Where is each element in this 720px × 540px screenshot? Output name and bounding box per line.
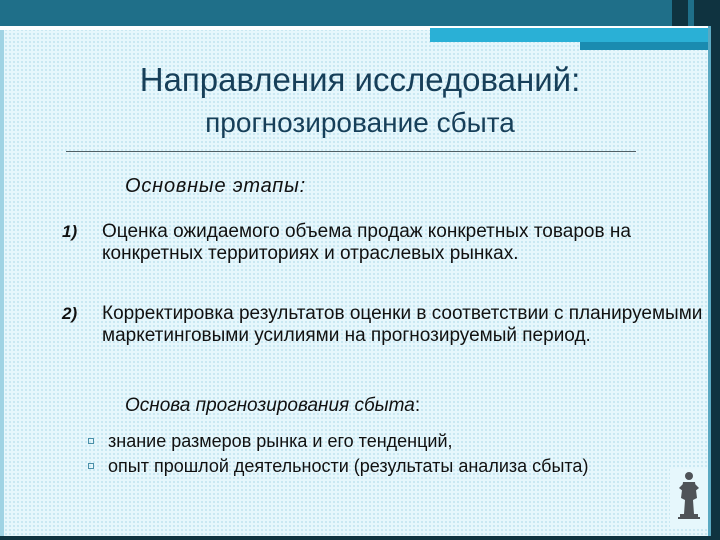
bullet-item	[86, 429, 706, 454]
right-decor-bar	[711, 26, 720, 540]
top-decor-corner	[694, 0, 720, 26]
stage-item	[62, 221, 712, 265]
bullet-item	[86, 454, 706, 479]
title-divider	[66, 151, 636, 152]
stages-heading: Основные этапы:	[125, 175, 306, 197]
university-logo	[670, 468, 708, 528]
forecast-basis-label: Основа прогнозирования сбыта	[125, 395, 415, 416]
top-decor-bar	[0, 0, 720, 26]
left-decor-bar	[0, 30, 4, 540]
bottom-decor-bar	[0, 536, 711, 540]
slide-subtitle: прогнозирование сбыта	[205, 107, 515, 138]
stage-text: Корректировка результатов оценки в соответствии с планируемыми маркетинговыми усилиями на прогнозируемый период.	[102, 303, 703, 346]
top-decor-block	[672, 0, 688, 26]
stage-number: 2)	[62, 304, 78, 323]
stage-item	[62, 303, 712, 347]
top-accent-strip	[430, 28, 720, 42]
forecast-basis-colon: :	[414, 395, 421, 416]
bullet-text: опыт прошлой деятельности (результаты анализа сбыта)	[108, 456, 589, 476]
square-bullet-icon	[88, 463, 94, 469]
bullet-text: знание размеров рынка и его тенденций,	[108, 431, 453, 451]
forecast-basis-heading	[125, 395, 420, 417]
top-accent-strip-lower	[580, 42, 720, 50]
stage-number: 1)	[62, 222, 78, 241]
basis-bullet-list	[86, 429, 706, 479]
stage-text: Оценка ожидаемого объема продаж конкретных товаров на конкретных территориях и отраслевых рынках.	[102, 221, 631, 264]
slide-title: Направления исследований:	[139, 61, 581, 98]
square-bullet-icon	[88, 438, 94, 444]
